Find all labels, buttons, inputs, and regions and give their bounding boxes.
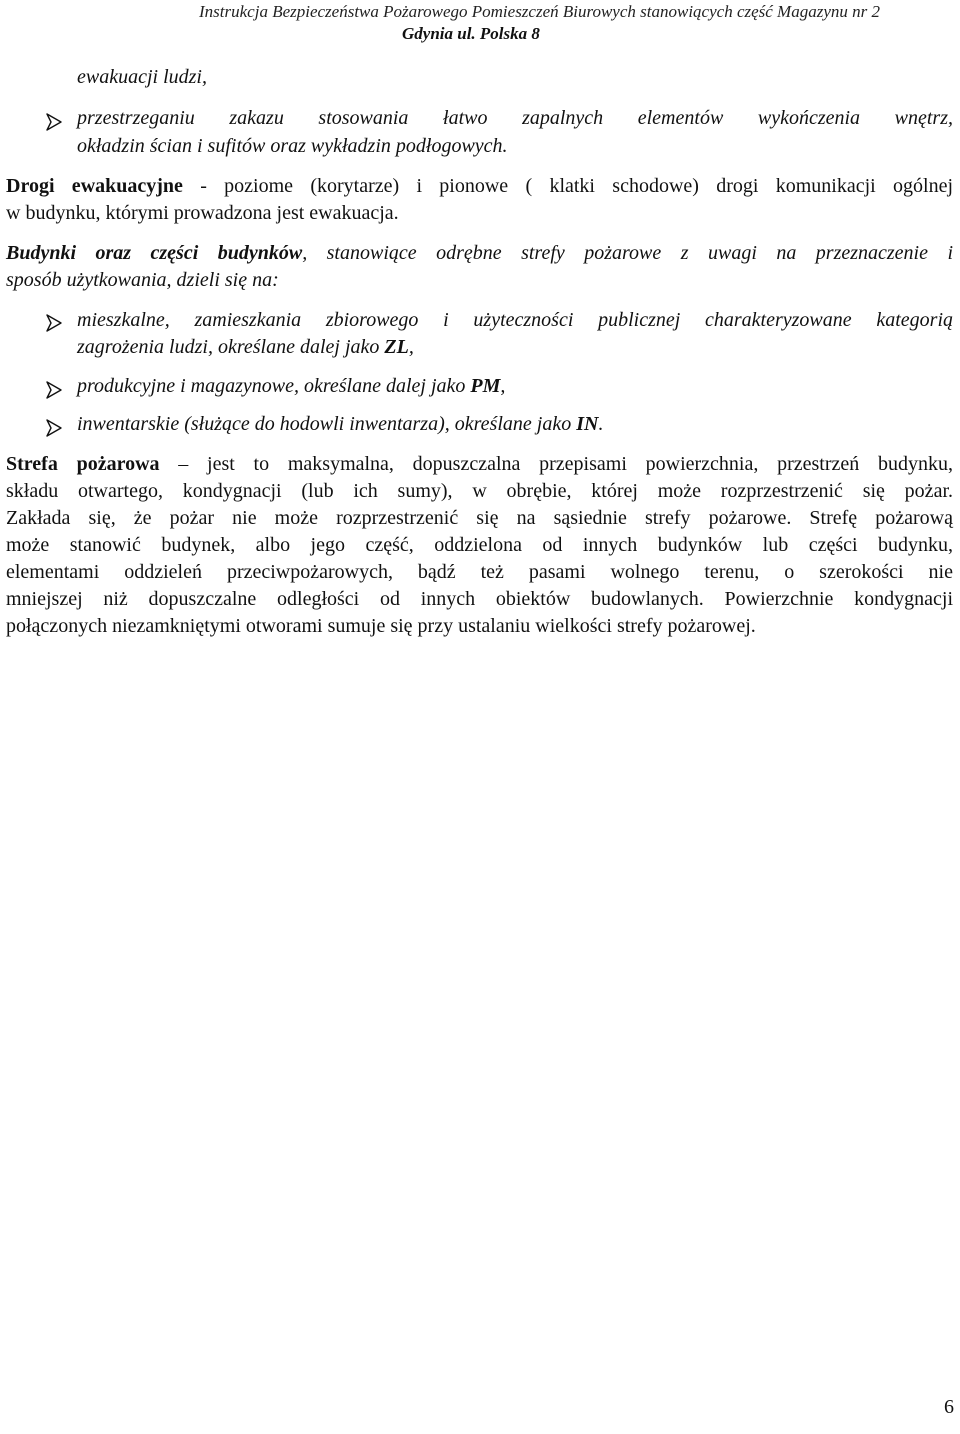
category-pm-text: produkcyjne i magazynowe, określane dalej jako xyxy=(77,375,471,397)
bullet-arrow-icon xyxy=(46,314,62,332)
strefa-definition-rest: – jest to maksymalna, dopuszczalna przepisami powierzchnia, przestrzeń budynku, xyxy=(159,453,954,475)
header-address: Gdynia ul. Polska 8 xyxy=(402,24,540,43)
drogi-term: Drogi ewakuacyjne xyxy=(6,175,183,197)
bullet-arrow-icon xyxy=(46,419,62,437)
page-number: 6 xyxy=(944,1396,954,1418)
category-zl-code: ZL xyxy=(384,336,409,358)
budynki-definition-line1 xyxy=(6,240,953,266)
strefa-line3: Zakłada się, że pożar nie może rozprzestrzenić się na sąsiednie strefy pożarowe. Strefę pożarową xyxy=(6,507,953,529)
bullet-fire-materials-line1: przestrzeganiu zakazu stosowania łatwo zapalnych elementów wykończenia wnętrz, xyxy=(77,107,953,129)
budynki-term: Budynki oraz części budynków xyxy=(6,242,303,264)
category-pm-line xyxy=(77,373,505,399)
drogi-definition-rest: - poziome (korytarze) i pionowe ( klatki schodowe) drogi komunikacji ogólnej xyxy=(182,175,953,197)
drogi-definition-line2: w budynku, którymi prowadzona jest ewakuacja. xyxy=(6,202,399,224)
bullet-arrow-icon xyxy=(46,381,62,399)
budynki-definition-rest: , stanowiące odrębne strefy pożarowe z uwagi na przeznaczenie i xyxy=(302,242,953,264)
header-title: Instrukcja Bezpieczeństwa Pożarowego Pomieszczeń Biurowych stanowiących część Magazynu nr 2 xyxy=(199,2,880,21)
strefa-line1 xyxy=(6,451,953,477)
category-zl-line1: mieszkalne, zamieszkania zbiorowego i użyteczności publicznej charakteryzowane kategorią xyxy=(77,309,953,331)
category-in-end: . xyxy=(598,413,604,435)
category-in-line xyxy=(77,411,603,437)
category-zl-end: , xyxy=(408,336,414,358)
strefa-line7: połączonych niezamkniętymi otworami sumuje się przy ustalaniu wielkości strefy pożarowej. xyxy=(6,615,756,637)
category-zl-text: zagrożenia ludzi, określane dalej jako xyxy=(77,336,385,358)
strefa-line6: mniejszej niż dopuszczalne odległości od innych obiektów budowlanych. Powierzchnie kondygnacji xyxy=(6,588,953,610)
drogi-definition-line1 xyxy=(6,173,953,199)
category-in-code: IN xyxy=(576,413,599,435)
strefa-line4: może stanowić budynek, albo jego część, oddzielona od innych budynków lub części budynku, xyxy=(6,534,953,556)
bullet-fire-materials-line2: okładzin ścian i sufitów oraz wykładzin podłogowych. xyxy=(77,135,508,157)
strefa-term: Strefa pożarowa xyxy=(6,453,160,475)
strefa-line2: składu otwartego, kondygnacji (lub ich sumy), w obrębie, której może rozprzestrzenić się pożar. xyxy=(6,480,953,502)
bullet-arrow-icon xyxy=(46,113,62,131)
continuation-line: ewakuacji ludzi, xyxy=(77,66,207,88)
category-pm-end: , xyxy=(500,375,506,397)
category-zl-line2 xyxy=(77,334,414,360)
category-in-text: inwentarskie (służące do hodowli inwentarza), określane jako xyxy=(77,413,577,435)
category-pm-code: PM xyxy=(470,375,501,397)
strefa-line5: elementami oddzieleń przeciwpożarowych, bądź też pasami wolnego terenu, o szerokości nie xyxy=(6,561,953,583)
budynki-definition-line2: sposób użytkowania, dzieli się na: xyxy=(6,269,279,291)
